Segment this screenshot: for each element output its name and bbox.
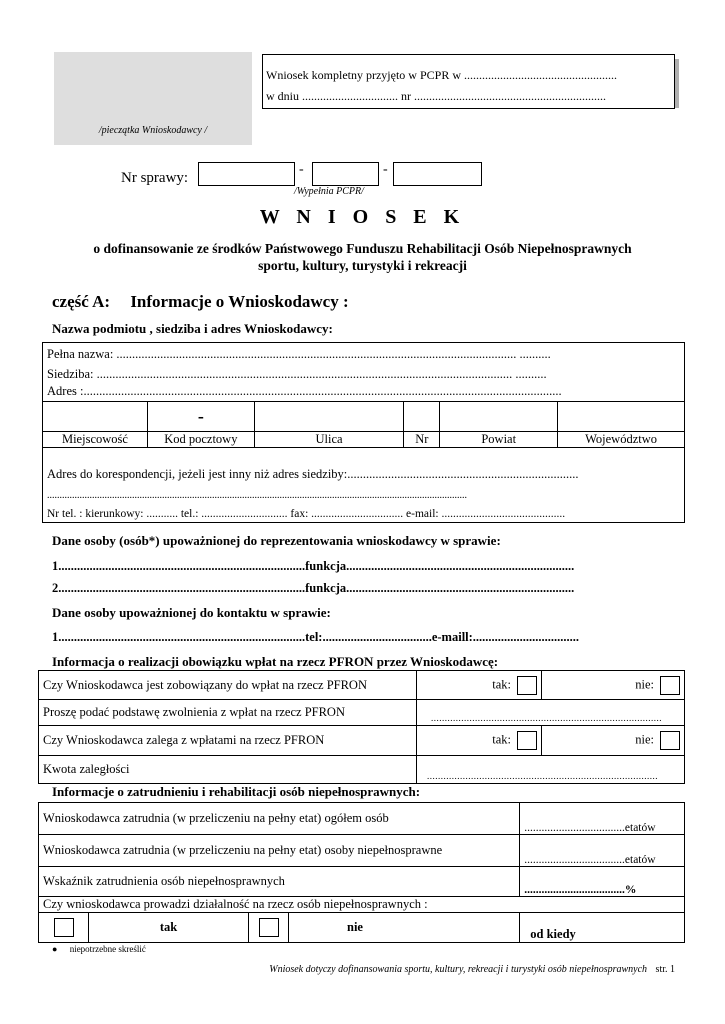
activity-yes-checkbox[interactable] <box>54 918 74 937</box>
col-voivodeship: Województwo <box>558 432 685 448</box>
pfron-q2-dots: .................................................................................... <box>431 713 662 723</box>
full-name-field[interactable]: Pełna nazwa: ................................................................................................................................ .......... <box>47 347 551 361</box>
page-number: str. 1 <box>655 964 675 975</box>
contacts-field[interactable]: Nr tel. : kierunkowy: ........... tel.: .............................. fax: ................................ e-mail: ........................................... <box>47 508 566 520</box>
employment-r1: Wnioskodawca zatrudnia (w przeliczeniu na pełny etat) ogółem osób <box>39 803 520 835</box>
col-postal-code: Kod pocztowy <box>147 432 254 448</box>
pfron-q3-no-cell <box>542 726 685 756</box>
activity-yes-label: tak <box>89 913 249 943</box>
pcpr-acceptance-box <box>262 54 675 109</box>
pfron-q4: Kwota zaległości <box>39 756 417 784</box>
number-input[interactable] <box>404 402 440 432</box>
employment-v1[interactable]: ...................................etatów <box>520 803 685 835</box>
address-table <box>42 401 685 448</box>
bullet-icon: ● <box>52 944 58 954</box>
col-county: Powiat <box>440 432 558 448</box>
representative-row-2[interactable]: 2...............................................................................funkcja......................................................................... <box>52 581 575 595</box>
employment-r4: Czy wnioskodawca prowadzi działalność na rzecz osób niepełnosprawnych : <box>39 897 685 913</box>
pfron-q3: Czy Wnioskodawca zalega z wpłatami na rzecz PFRON <box>39 726 417 756</box>
section-a-label: część A: <box>52 292 111 311</box>
address-field[interactable]: Adres :......................................................................................................................................................... <box>47 384 562 398</box>
pfron-q1: Czy Wnioskodawca jest zobowiązany do wpłat na rzecz PFRON <box>39 671 417 700</box>
activity-no-cell <box>249 913 289 943</box>
employment-v2[interactable]: ...................................etatów <box>520 835 685 867</box>
stamp-area <box>54 52 252 145</box>
employment-r2: Wnioskodawca zatrudnia (w przeliczeniu na pełny etat) osoby niepełnosprawne <box>39 835 520 867</box>
pfron-q4-dots: .................................................................................... <box>427 771 658 781</box>
city-input[interactable] <box>43 402 148 432</box>
case-number-field-3[interactable] <box>393 162 482 186</box>
seat-field[interactable]: Siedziba: ..................................................................................................................................... .......... <box>47 367 547 381</box>
correspondence-dots[interactable]: ........................................................................................................................................................................ <box>47 490 467 501</box>
case-number-field-1[interactable] <box>198 162 295 186</box>
employment-table <box>38 802 685 943</box>
footnote <box>52 944 146 954</box>
entity-heading: Nazwa podmiotu , siedziba i adres Wnioskodawcy: <box>52 321 333 336</box>
pfron-q3-yes-cell <box>417 726 542 756</box>
pfron-q2: Proszę podać podstawę zwolnienia z wpłat na rzecz PFRON <box>39 700 417 726</box>
activity-no-checkbox[interactable] <box>259 918 279 937</box>
subtitle-line-2: sportu, kultury, turystyki i rekreacji <box>258 258 467 273</box>
case-number-field-2[interactable] <box>312 162 379 186</box>
county-input[interactable] <box>440 402 558 432</box>
stamp-caption: /pieczątka Wnioskodawcy / <box>98 125 208 136</box>
correspondence-box <box>42 447 685 523</box>
pcpr-line-1: Wniosek kompletny przyjęto w PCPR w ................................................... <box>266 68 617 82</box>
correspondence-address-field[interactable]: Adres do korespondencji, jeżeli jest inny niż adres siedziby:.......................................................................... <box>47 467 579 481</box>
contact-person-row[interactable]: 1...............................................................................tel:...................................e-maill:.................................. <box>52 630 580 644</box>
page-subtitle <box>0 240 725 274</box>
activity-yes-cell <box>39 913 89 943</box>
col-city: Miejscowość <box>43 432 148 448</box>
page-title: W N I O S E K <box>259 206 466 228</box>
section-a-title: Informacje o Wnioskodawcy : <box>130 292 349 311</box>
pfron-q3-yes-checkbox[interactable] <box>517 731 537 750</box>
employment-r3: Wskaźnik zatrudnienia osób niepełnosprawnych <box>39 867 520 897</box>
employment-heading: Informacje o zatrudnieniu i rehabilitacji osób niepełnosprawnych: <box>52 784 421 799</box>
pfron-q1-yes-label: tak: <box>492 676 511 691</box>
voivodeship-input[interactable] <box>558 402 685 432</box>
pcpr-line-2: w dniu ................................ nr ................................................................ <box>266 89 606 103</box>
pfron-q3-no-checkbox[interactable] <box>660 731 680 750</box>
postal-code-input[interactable] <box>147 402 254 432</box>
pfron-heading: Informacja o realizacji obowiązku wpłat na rzecz PFRON przez Wnioskodawcę: <box>52 654 499 669</box>
pfron-table <box>38 670 685 784</box>
employment-v3[interactable]: ...................................% <box>520 867 685 897</box>
case-number-label: Nr sprawy: <box>121 170 189 186</box>
section-a-heading <box>52 292 349 312</box>
representatives-heading: Dane osoby (osób*) upoważnionej do reprezentowania wnioskodawcy w sprawie: <box>52 533 501 548</box>
pfron-q2-answer[interactable] <box>417 700 685 726</box>
col-number: Nr <box>404 432 440 448</box>
entity-address-box <box>42 342 685 402</box>
pfron-q1-no-checkbox[interactable] <box>660 676 680 695</box>
subtitle-line-1: o dofinansowanie ze środków Państwowego Funduszu Rehabilitacji Osób Niepełnosprawnych <box>93 241 632 256</box>
representative-row-1[interactable]: 1...............................................................................funkcja......................................................................... <box>52 559 575 573</box>
contact-person-heading: Dane osoby upoważnionej do kontaktu w sprawie: <box>52 605 331 620</box>
activity-no-label: nie <box>289 913 520 943</box>
footer-text: Wniosek dotyczy dofinansowania sportu, kultury, rekreacji i turystyki osób niepełnosprawnych <box>269 964 648 975</box>
case-number-dash-1: - <box>299 162 304 177</box>
col-street: Ulica <box>254 432 404 448</box>
pfron-q1-yes-cell <box>417 671 542 700</box>
pfron-q1-yes-checkbox[interactable] <box>517 676 537 695</box>
pfron-q1-no-cell <box>542 671 685 700</box>
footnote-text: niepotrzebne skreślić <box>69 944 146 954</box>
street-input[interactable] <box>254 402 404 432</box>
postal-dash: - <box>197 406 204 426</box>
pfron-q3-no-label: nie: <box>635 732 654 747</box>
page-footer <box>269 964 675 975</box>
pfron-q1-no-label: nie: <box>635 676 654 691</box>
pfron-q3-yes-label: tak: <box>492 732 511 747</box>
activity-since-field[interactable]: od kiedy <box>520 913 685 943</box>
case-number-dash-2: - <box>383 162 388 177</box>
pfron-q4-answer[interactable] <box>417 756 685 784</box>
case-number-note: /Wypełnia PCPR/ <box>294 186 364 197</box>
